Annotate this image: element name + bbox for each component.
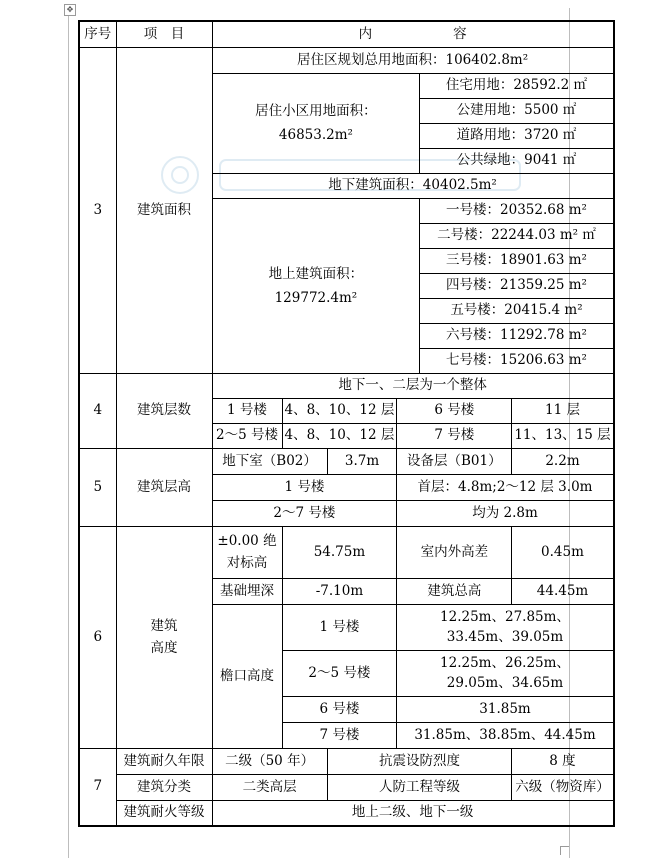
building-2-7-height-value: 均为 2.8m [397,500,614,526]
eave-building: 2～5 号楼 [282,650,397,696]
road-land: 道路用地：3720 ㎡ [420,123,614,148]
floors-building-value: 4、8、10、12 层 [282,398,397,423]
basement-floors: 地下一、二层为一个整体 [212,373,614,398]
floors-building-label: 6 号楼 [397,398,512,423]
eave-height-value: 31.85m、38.85m、44.45m [397,722,614,748]
eave-building: 6 号楼 [282,696,397,722]
building-1-height-label: 1 号楼 [212,474,397,500]
indoor-outdoor-diff-label: 室内外高差 [397,526,512,578]
header-row [79,21,614,47]
row-no-6: 6 [79,526,116,748]
spec-table [78,20,615,827]
building-area-item: 七号楼：15206.63 m² [420,348,614,373]
eave-height-value: 12.25m、27.85m、 33.45m、39.05m [397,604,614,650]
civil-defense-label: 人防工程等级 [327,774,512,800]
floors-building-label: 1 号楼 [212,398,282,423]
floors-building-label: 7 号楼 [397,423,512,448]
building-1-height-value: 首层：4.8m;2～12 层 3.0m [397,474,614,500]
durability-label: 建筑耐久年限 [116,748,212,774]
building-area-item: 二号楼：22244.03 m² ㎡ [420,223,614,248]
foundation-depth-label: 基础埋深 [212,578,282,604]
fire-rating-label: 建筑耐火等级 [116,800,212,826]
seismic-label: 抗震设防烈度 [327,748,512,774]
foundation-depth-value: -7.10m [282,578,397,604]
aboveground-area: 地上建筑面积： 129772.4m² [212,198,420,373]
seismic-value: 8 度 [512,748,614,774]
table-move-handle-icon[interactable]: ✥ [64,4,76,16]
building-area-item: 一号楼：20352.68 m² [420,198,614,223]
community-land-area: 居住小区用地面积： 46853.2m² [212,73,420,173]
item-floor-height: 建筑层高 [116,448,212,526]
eave-height-label: 檐口高度 [212,604,282,748]
classification-value: 二类高层 [212,774,327,800]
building-area-item: 五号楼：20415.4 m² [420,298,614,323]
building-area-item: 四号楼：21359.25 m² [420,273,614,298]
row-no-7: 7 [79,748,116,826]
item-floors: 建筑层数 [116,373,212,448]
floors-building-value: 4、8、10、12 层 [282,423,397,448]
eave-height-value: 31.85m [397,696,614,722]
underground-area: 地下建筑面积：40402.5m² [212,173,614,198]
equipment-floor-label: 设备层（B01） [397,448,512,474]
item-building-height: 建筑 高度 [116,526,212,748]
floors-building-value: 11 层 [512,398,614,423]
building-area-item: 六号楼：11292.78 m² [420,323,614,348]
floors-building-value: 11、13、15 层 [512,423,614,448]
header-item: 项 目 [116,21,212,47]
elevation-label: ±0.00 绝 对标高 [212,526,282,578]
green-land: 公共绿地：9041 ㎡ [420,148,614,173]
total-height-label: 建筑总高 [397,578,512,604]
durability-value: 二级（50 年） [212,748,327,774]
basement-height-value: 3.7m [327,448,397,474]
eave-height-value: 12.25m、26.25m、 29.05m、34.65m [397,650,614,696]
header-content: 内 容 [212,21,614,47]
indoor-outdoor-diff-value: 0.45m [512,526,614,578]
total-land-area: 居住区规划总用地面积：106402.8m² [212,47,614,73]
header-no: 序号 [79,21,116,47]
eave-building: 7 号楼 [282,722,397,748]
crop-mark-icon [560,846,569,855]
classification-label: 建筑分类 [116,774,212,800]
residential-land: 住宅用地：28592.2 ㎡ [420,73,614,98]
elevation-value: 54.75m [282,526,397,578]
building-area-item: 三号楼：18901.63 m² [420,248,614,273]
row-no-3: 3 [79,47,116,373]
civil-defense-value: 六级（物资库） [512,774,614,800]
floors-building-label: 2～5 号楼 [212,423,282,448]
fire-rating-value: 地上二级、地下一级 [212,800,614,826]
row-no-4: 4 [79,373,116,448]
public-land: 公建用地：5500 ㎡ [420,98,614,123]
equipment-floor-value: 2.2m [512,448,614,474]
eave-building: 1 号楼 [282,604,397,650]
total-height-value: 44.45m [512,578,614,604]
row-no-5: 5 [79,448,116,526]
building-2-7-height-label: 2～7 号楼 [212,500,397,526]
basement-height-label: 地下室（B02） [212,448,327,474]
item-building-area: 建筑面积 [116,47,212,373]
